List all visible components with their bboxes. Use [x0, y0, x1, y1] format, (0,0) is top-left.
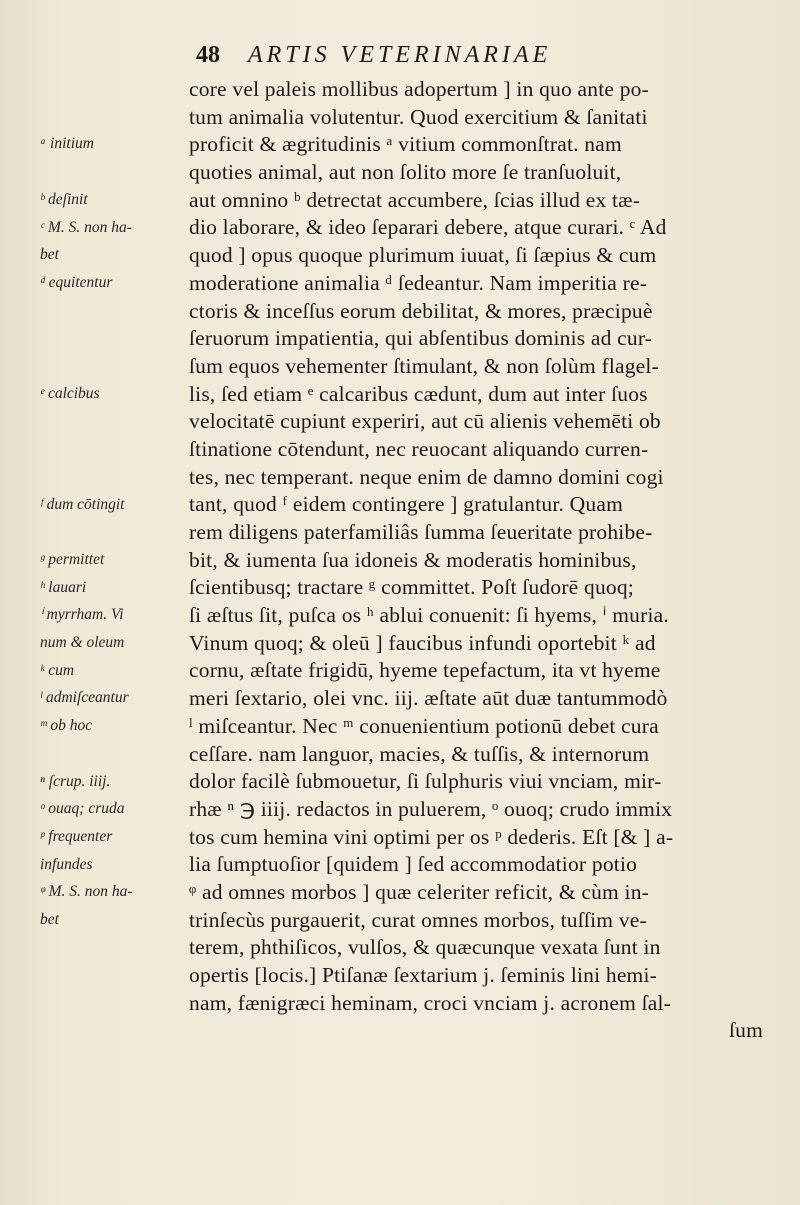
text-line: cornu, æſtate frigidū, hyeme tepefactum, ita vt hyeme	[189, 658, 661, 683]
text-line: trinſecùs purgauerit, curat omnes morbos, tuſſim ve-	[189, 907, 647, 932]
text-line: core vel paleis mollibus adopertum ] in quo ante po-	[189, 77, 649, 101]
marginal-note: ᵒ ouaq; cruda	[40, 800, 125, 818]
marginal-note: ᶠ dum cōtingit	[40, 495, 125, 513]
marginal-note: ᵇ deſinit	[40, 190, 88, 208]
text-line: tum animalia volutentur. Quod exercitium & ſanitati	[189, 104, 648, 129]
marginal-note: bet	[40, 246, 59, 264]
marginal-note: infundes	[40, 855, 93, 873]
text-line: ſi æſtus ſit, puſca os ʰ ablui conuenit: ſi hyems, ⁱ muria.	[189, 603, 669, 628]
text-line: terem, phthiſicos, vulſos, & quæcunque vexata ſunt in	[189, 935, 661, 960]
marginal-note: ⁿ ſcrup. iiij.	[40, 772, 111, 790]
text-line: opertis [locis.] Ptiſanæ ſextarium j. ſeminis lini hemi-	[189, 963, 658, 987]
text-line: rem diligens paterfamiliâs ſumma ſeueritate prohibe-	[189, 520, 653, 544]
text-line: meri ſextario, olei vnc. iij. æſtate aūt duæ tantummodò	[189, 686, 668, 711]
text-line: ctoris & inceſſus eorum debilitat, & mores, præcipuè	[189, 298, 653, 323]
text-line: lis, ſed etiam ᵉ calcaribus cædunt, dum aut inter ſuos	[189, 381, 648, 406]
marginal-note: ᵠ M. S. non ha-	[40, 883, 133, 901]
marginal-note: num & oleum	[40, 634, 125, 651]
text-line: dio laborare, & ideo ſeparari debere, atque curari. ᶜ Ad	[189, 215, 667, 240]
text-line: ˡ miſceantur. Nec ᵐ conuenientium potionū debet cura	[189, 713, 659, 738]
marginal-note: ᵃ initium	[40, 135, 94, 153]
text-line: ſum equos vehementer ſtimulant, & non ſolùm flagel-	[189, 353, 659, 378]
marginal-note: ᵈ equitentur	[40, 273, 113, 291]
text-line: proficit & ægritudinis ᵃ vitium commonſtrat. nam	[189, 132, 622, 157]
text-line: tes, nec temperant. neque enim de damno domini cogi	[189, 464, 664, 489]
marginal-note: ᶜ M. S. non ha-	[40, 218, 132, 236]
marginal-note: ʰ lauari	[40, 578, 87, 596]
marginal-note: bet	[40, 911, 59, 928]
text-line: quod ] opus quoque plurimum iuuat, ſi ſæpius & cum	[189, 243, 657, 268]
text-line: tant, quod ᶠ eidem contingere ] gratulantur. Quam	[189, 492, 624, 517]
text-line: rhæ ⁿ ℈ iiij. redactos in puluerem, ᵒ ouoq; crudo immix	[189, 796, 673, 821]
text-line: dolor facilè ſubmouetur, ſi ſulphuris viui vnciam, mir-	[189, 769, 662, 794]
text-line: ſum	[728, 1018, 763, 1043]
marginal-note: ⁱ myrrham. Vi	[40, 606, 124, 624]
marginal-note: ᵉ calcibus	[40, 384, 100, 402]
running-title: ARTIS VETERINARIAE	[248, 42, 552, 68]
text-line: velocitatē cupiunt experiri, aut cū alienis vehemēti ob	[189, 409, 661, 434]
text-line: moderatione animalia ᵈ ſedeantur. Nam imperitia re-	[189, 270, 648, 295]
text-line: aut omnino ᵇ detrectat accumbere, ſcias illud ex tæ-	[189, 187, 641, 212]
marginal-note: ᵏ cum	[40, 661, 75, 679]
main-text-block	[189, 76, 783, 1045]
text-line: bit, & iumenta ſua idoneis & moderatis hominibus,	[189, 547, 637, 572]
text-line: lia ſumptuoſior [quidem ] ſed accommodatior potio	[189, 852, 638, 877]
text-line: Vinum quoq; & oleū ] faucibus infundi oportebit ᵏ ad	[189, 630, 656, 655]
text-line: ſtinatione cōtendunt, nec reuocant aliquando curren-	[189, 436, 649, 461]
marginal-note: ᵖ frequenter	[40, 827, 113, 845]
page-header	[196, 40, 756, 70]
text-line: ceſſare. nam languor, macies, & tuſſis, & internorum	[189, 741, 650, 766]
marginal-note: ᵍ permittet	[40, 550, 105, 568]
marginal-note: ˡ admiſceantur	[40, 689, 129, 707]
text-line: ſeruorum impatientia, qui abſentibus dominis ad cur-	[189, 326, 653, 351]
marginal-note: ᵐ ob hoc	[40, 717, 93, 735]
text-line: ſcientibusq; tractare ᵍ committet. Poſt ſudorē quoq;	[189, 575, 634, 600]
page-number: 48	[196, 42, 220, 68]
text-line: quoties animal, aut non ſolito more ſe tranſuoluit,	[189, 160, 622, 185]
text-line: ᵠ ad omnes morbos ] quæ celeriter reficit, & cùm in-	[189, 879, 649, 904]
text-line: nam, fænigræci heminam, croci vnciam j. acronem ſal-	[189, 990, 672, 1015]
text-line: tos cum hemina vini optimi per os ᵖ dederis. Eſt [& ] a-	[189, 824, 674, 849]
